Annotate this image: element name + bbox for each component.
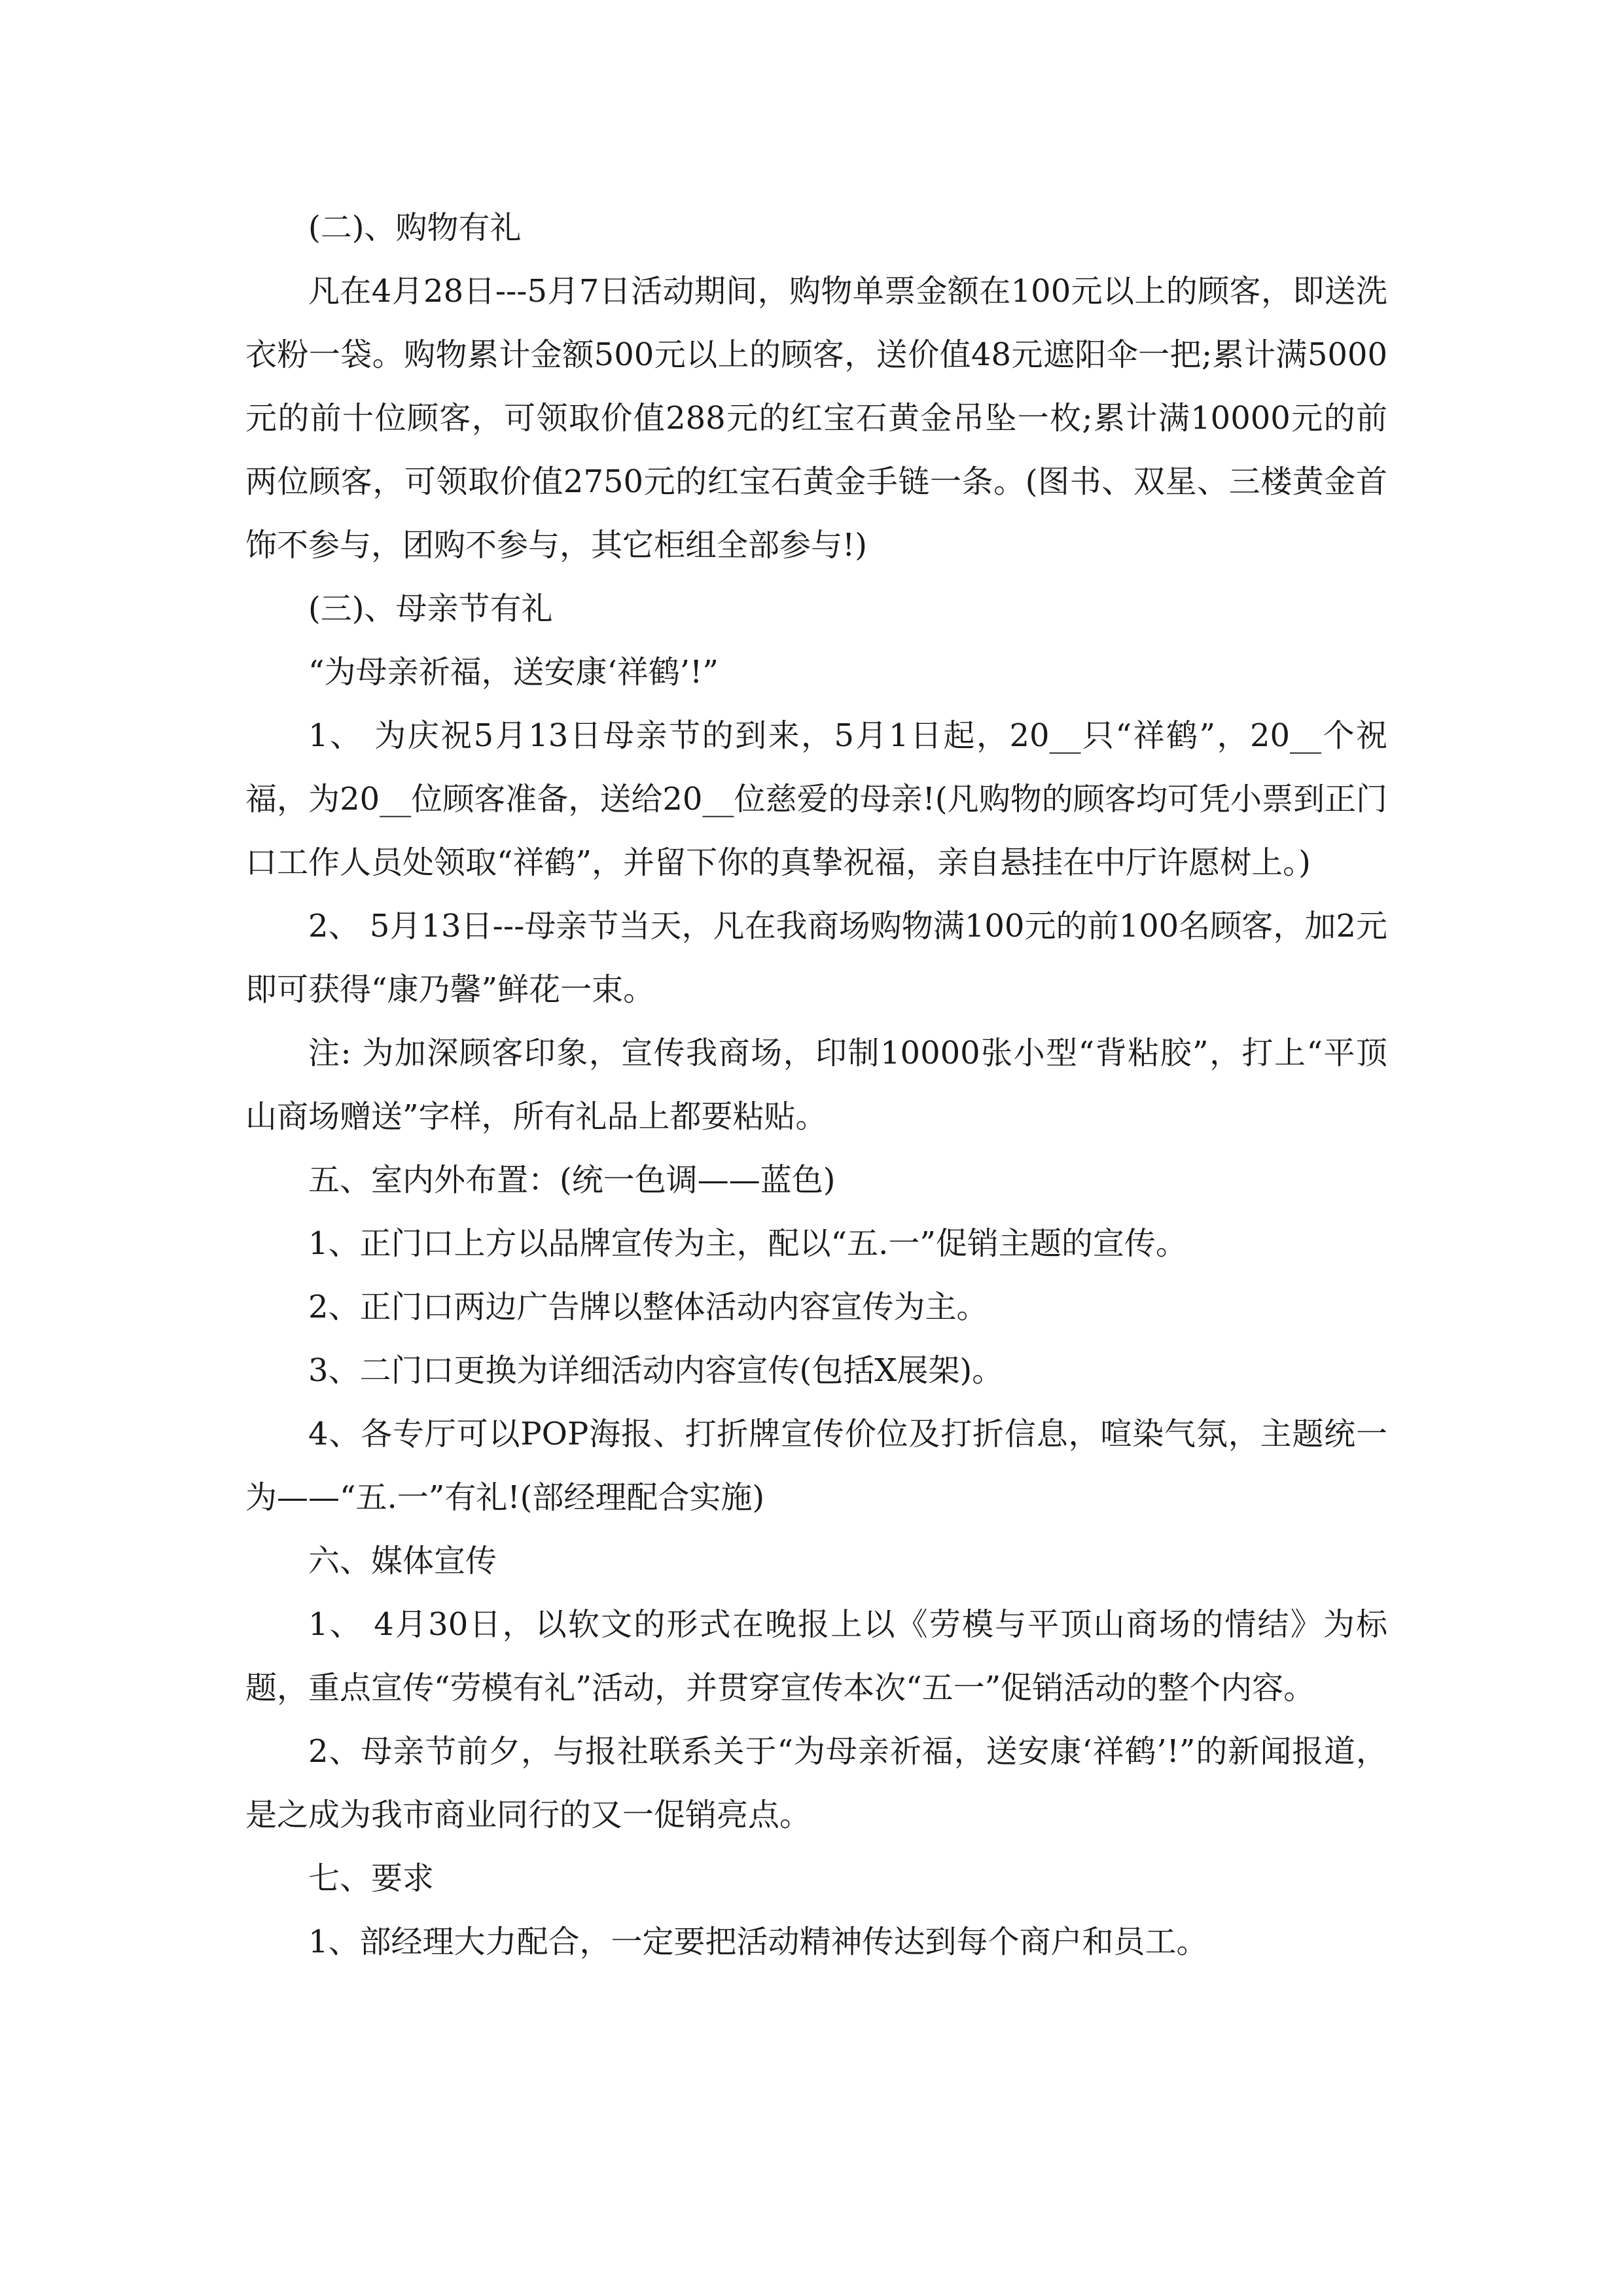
heading-shopping-gift: (二)、购物有礼 xyxy=(308,209,522,246)
paragraph-decoration-item-3: 3、二门口更换为详细活动内容宣传(包括X展架)。 xyxy=(308,1352,1004,1389)
paragraph-decoration-item-4: 4、各专厅可以POP海报、打折牌宣传价位及打折信息，喧染气氛，主题统一为——“五.一”有礼!(部经理配合实施) xyxy=(245,1416,1387,1516)
paragraph-decoration-item-2: 2、正门口两边广告牌以整体活动内容宣传为主。 xyxy=(308,1289,988,1325)
document-body xyxy=(245,196,1387,1974)
paragraph-decoration-item-1: 1、正门口上方以品牌宣传为主，配以“五.一”促销主题的宣传。 xyxy=(308,1225,1187,1262)
paragraph-shopping-gift-details: 凡在4月28日---5月7日活动期间，购物单票金额在100元以上的顾客，即送洗衣粉一袋。购物累计金额500元以上的顾客，送价值48元遮阳伞一把;累计满5000元的前十位顾客，可领取价值288元的红宝石黄金吊坠一枚;累计满10000元的前两位顾客，可领取价值2750元的红宝石黄金手链一条。(图书、双星、三楼黄金首饰不参与，团购不参与，其它柜组全部参与!) xyxy=(245,273,1387,564)
paragraph-note: 注: 为加深顾客印象，宣传我商场，印制10000张小型“背粘胶”，打上“平顶山商场赠送”字样，所有礼品上都要粘贴。 xyxy=(245,1035,1387,1135)
heading-mothers-day-gift: (三)、母亲节有礼 xyxy=(308,590,553,627)
paragraph-media-item-1: 1、 4月30日，以软文的形式在晚报上以《劳模与平顶山商场的情结》为标题，重点宣传“劳模有礼”活动，并贯穿宣传本次“五一”促销活动的整个内容。 xyxy=(245,1606,1387,1706)
heading-media: 六、媒体宣传 xyxy=(308,1543,497,1579)
paragraph-mothers-day-item-2: 2、 5月13日---母亲节当天，凡在我商场购物满100元的前100名顾客，加2元即可获得“康乃馨”鲜花一束。 xyxy=(245,908,1387,1008)
paragraph-mothers-day-item-1: 1、 为庆祝5月13日母亲节的到来，5月1日起，20__只“祥鹤”，20__个祝福，为20__位顾客准备，送给20__位慈爱的母亲!(凡购物的顾客均可凭小票到正门口工作人员处领取“祥鹤”，并留下你的真挚祝福，亲自悬挂在中厅许愿树上。) xyxy=(245,717,1387,881)
paragraph-media-item-2: 2、母亲节前夕，与报社联系关于“为母亲祈福，送安康‘祥鹤’!”的新闻报道，是之成为我市商业同行的又一促销亮点。 xyxy=(245,1733,1387,1833)
heading-decoration: 五、室内外布置：(统一色调——蓝色) xyxy=(308,1162,836,1198)
paragraph-requirements-item-1: 1、部经理大力配合，一定要把活动精神传达到每个商户和员工。 xyxy=(308,1924,1208,1960)
slogan-mothers-day: “为母亲祈福，送安康‘祥鹤’!” xyxy=(308,654,719,691)
heading-requirements: 七、要求 xyxy=(308,1860,435,1897)
